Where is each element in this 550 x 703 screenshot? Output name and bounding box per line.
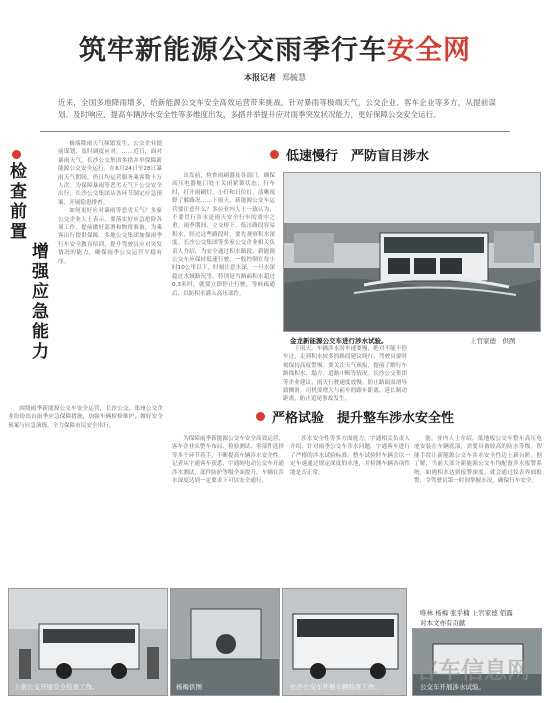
sidebar-bullet-icon [12,150,21,159]
title-main: 筑牢新能源公交雨季行车 [79,35,387,66]
lead-divider [40,131,510,132]
section2-authors-note [420,618,466,627]
section2-bullet-icon [256,412,265,421]
sidebar-paragraph-1: 极端降雨天气频繁发生，公交企业提前谋划、及时调度应对。……近日，面对暴雨天气，长沙公交集团多措并举保障新能源公交安全运行。在6月24日至28日暴雨天气期间，仍日均运营服务乘客数十万人次。为保障暴雨等恶劣天气下公交安全出行，长沙公交集团从各环节制定应急预案，开展隐患排查。 [58,141,162,206]
bottom-caption-4: 公交车开展涉水试验。 [420,683,485,691]
sidebar-paragraph-2: 如何更好应对暴雨等恶劣天气？多家公交企业人士表示，要落实好应急抢险各项工作，提前做好部署和物资准备，为乘客出行提供保障。多地公交集团加强雨季行车安全教育培训，提升驾驶员应对突发情况的能力，确保雨季公交运营平稳有序。 [58,208,162,265]
section1-paragraph-2: 下雨天，车辆涉水时车速要慢，绝对不能不停车过，走到积水较多的路段建议绕行，驾驶员要时刻保持高度警惕。要关注天气预报，提前了解行车路线积水、塌方、道路中断等情况。长沙公交集团等企业建议，雨天行驶速度放慢，防止路面湿滑导致侧滑。司机要增大与前车的跟车距离，延长制动距离，防止追尾事故发生。 [283,346,407,403]
section2-column-2 [290,435,410,583]
section1-photo-caption: 金龙新能源公交车进行涉水试验。 [290,337,388,345]
worker-image [171,589,280,696]
bottom-caption-1: 上南公交开展安全检查工作。 [14,683,99,691]
sidebar-text [58,140,162,402]
bottom-caption-2: 杨梅供图 [176,683,202,691]
bottom-photo-3 [282,588,407,696]
bus-water-test-image [284,173,541,332]
section2-column-1 [172,435,284,583]
section1-paragraph-1: 出发前，检查雨刷器及各部门，确保高压电器舱门处于关闭紧锁状态；行车时，打开雨刷灯，小灯和日位灯，清晰视野了解路况……下雨天，新能源公交车运营要注意什么？多位业内人士一致认为，不要冒行涉水是雨天安全行车的重中之重。雨季期间，立交桥下、低洼路段容易积水，经过这些路段时，要先观察积水深度。长沙公交集团等多家公交企业相关负责人介绍，为安全通过积水路段，新能源公交车应保持低速行驶，一般控制在每小时10公里以下，时刻注意水深，一旦水深超过水域路况等。特别是当路面积水超过0.3米时，就要立即停止行驶，等候疏通后，以防积水灌入高压部件。 [172,173,275,297]
section1-title: 低速慢行 严防盲目涉水 [286,149,430,164]
section2-title: 严格试验 提升整车涉水安全性 [272,411,455,426]
byline [0,72,550,83]
sidebar-text-lower [8,405,163,575]
section1-column-1 [172,172,275,412]
inspection-image [9,589,168,696]
sidebar-title-2: 增强应急能力 [32,242,50,362]
bottom-photo-2 [170,588,280,696]
section1-column-2 [283,345,407,407]
page-title [0,28,550,67]
bottom-photo-1 [8,588,168,696]
byline-name: 郑毓慧 [282,73,306,82]
sidebar-paragraph-3: 围绕雨季新能源公交车安全运营，长沙公交、郑州公交企业纷纷出台雨季应急保障措施，加强车辆检修维护，做好安全预案与应急演练，全力保障市民安全出行。 [8,406,163,429]
section2-paragraph-2: 涉水安全性等多方面能力。宇通相关负责人介绍，针对雨季公交车涉水问题，宇通客车进行了严格的涉水试验标准。整车试验时车辆会以一定车速通过规定深度的水池，并检测车辆各项性能是否正常。 [290,436,410,476]
author-note: 对本文亦有贡献 [420,619,466,627]
byline-role: 本报记者 [244,73,276,82]
section1-bullet-icon [270,150,279,159]
section1-photo-credit: 上官家德 供图 [470,337,516,345]
title-accent: 安全网 [387,35,471,66]
section2-paragraph-1: 为保障雨季新能源公交车安全高效运营，客车企业从整车布局、检验测试、零部件选择等多个环节着手，不断提高车辆涉水安全性。记者从宇通客车获悉，宇通纯电动公交车开通涉水测试，部件防护等级全面提升，车辆在涉水深度达到一定要求下可以安全通行。 [172,436,284,485]
section2-column-3 [414,435,542,603]
author-names: 唯林 杨梅 张乎楠 上官家德 佰露 [420,609,513,617]
bottom-caption-3: 长沙公交车开展车辆检查工作。 [290,683,381,691]
section2-paragraph-3: 能。业内人士介绍，低地板公交车整车高压电池安装在车辆底部，需要具备较高的防水等级。智能手段让新能源公交车涉水安全性迈上新台阶。据了解，当前大部分新能源公交车均配备涉水报警系统，如遇积水达到报警深度，就会通过仪表界面报警，令驾驶员第一时间掌握水况，确保行车安全。 [414,436,542,485]
section1-photo [283,172,541,332]
lead-paragraph: 近来，全国多地降雨增多，给新能源公交车安全高效运营带来挑战。针对暴雨等极端天气，公交企业、客车企业等多方，从提前谋划、及时响应、提高车辆涉水安全性等多维度出发，多措并举提升应对雨季突发状况能力，更好保障公交安全运行。 [58,98,496,119]
watermark: 客车信息网 [415,658,530,684]
bus-check-image [283,589,407,696]
sidebar-title-1: 检查前置 [10,162,28,242]
section2-authors [420,608,513,617]
